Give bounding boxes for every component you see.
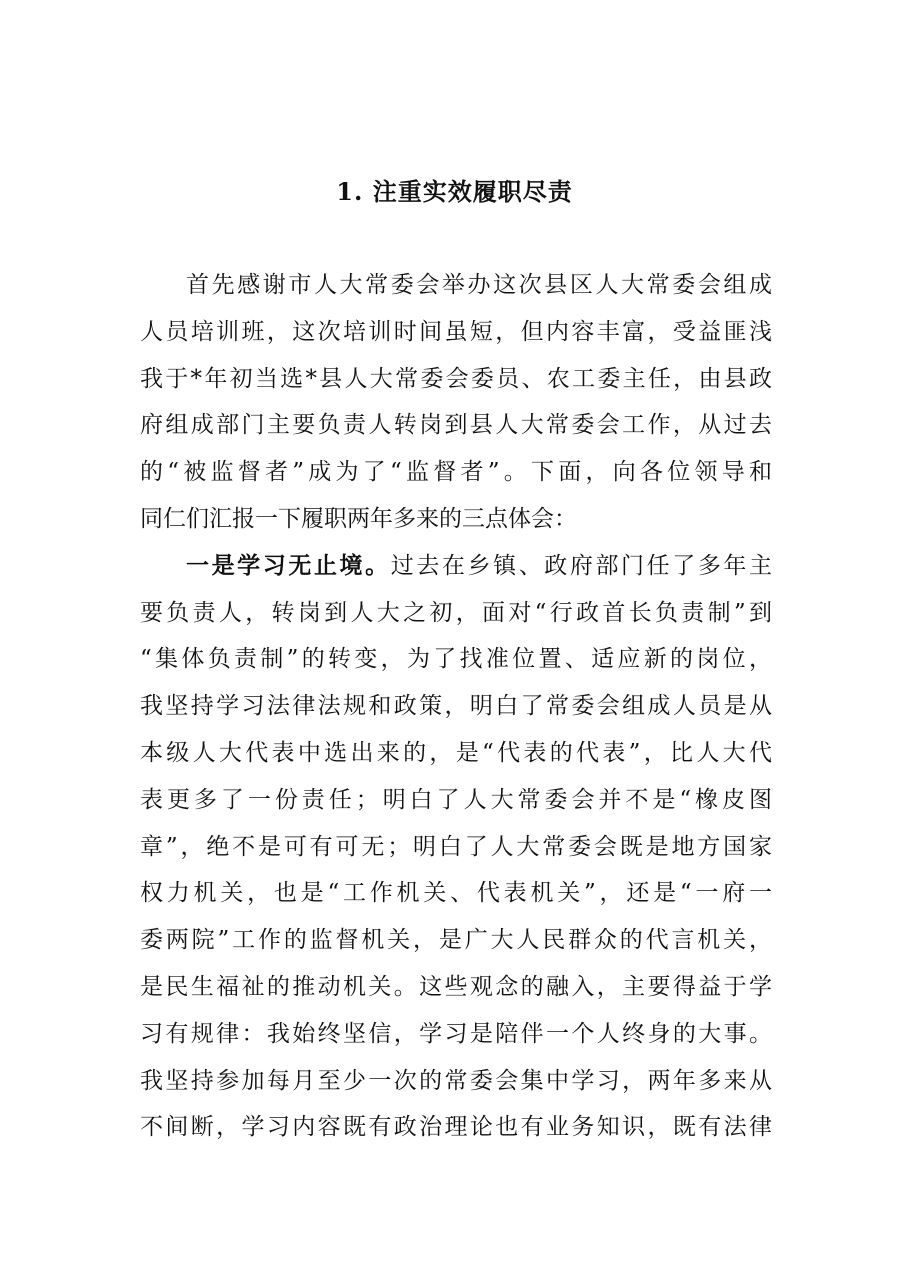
- text-line: 人员培训班，这次培训时间虽短，但内容丰富，受益匪浅: [140, 318, 772, 345]
- text-line: 不间断，学习内容既有政治理论也有业务知识，既有法律: [140, 1114, 772, 1141]
- text-line: 本级人大代表中选出来的，是“代表的代表”，比人大代: [140, 739, 772, 766]
- paragraph-learning: [140, 543, 772, 1151]
- body-text: [140, 262, 772, 1151]
- lead-line-rest: 过去在乡镇、政府部门任了多年主: [390, 552, 773, 579]
- text-line: 的“被监督者”成为了“监督者”。下面，向各位领导和: [140, 459, 772, 486]
- text-line: 府组成部门主要负责人转岗到县人大常委会工作，从过去: [140, 412, 772, 439]
- text-line: 权力机关，也是“工作机关、代表机关”，还是“一府一: [140, 880, 772, 907]
- text-line: [140, 543, 772, 590]
- text-line: 我坚持学习法律法规和政策，明白了常委会组成人员是从: [140, 693, 772, 720]
- text-line: 习有规律：我始终坚信，学习是陪伴一个人终身的大事。: [140, 1020, 772, 1047]
- text-line: 是民生福祉的推动机关。这些观念的融入，主要得益于学: [140, 973, 772, 1000]
- text-line: 我坚持参加每月至少一次的常委会集中学习，两年多来从: [140, 1067, 772, 1094]
- bold-lead-phrase: 一是学习无止境。: [186, 551, 391, 579]
- paragraph-intro: [140, 262, 772, 543]
- text-line: 要负责人，转岗到人大之初，面对“行政首长负责制”到: [140, 599, 772, 626]
- text-line: 章”，绝不是可有可无；明白了人大常委会既是地方国家: [140, 833, 772, 860]
- text-line: 我于*年初当选*县人大常委会委员、农工委主任，由县政: [140, 365, 772, 392]
- text-line: “集体负责制”的转变，为了找准位置、适应新的岗位，: [140, 646, 772, 673]
- text-line: 委两院”工作的监督机关，是广大人民群众的代言机关，: [140, 927, 772, 954]
- text-line: 表更多了一份责任；明白了人大常委会并不是“橡皮图: [140, 786, 772, 813]
- section-heading: 1. 注重实效履职尽责: [336, 177, 573, 206]
- text-line: 首先感谢市人大常委会举办这次县区人大常委会组成: [186, 272, 772, 298]
- text-line: 同仁们汇报一下履职两年多来的三点体会：: [140, 505, 577, 532]
